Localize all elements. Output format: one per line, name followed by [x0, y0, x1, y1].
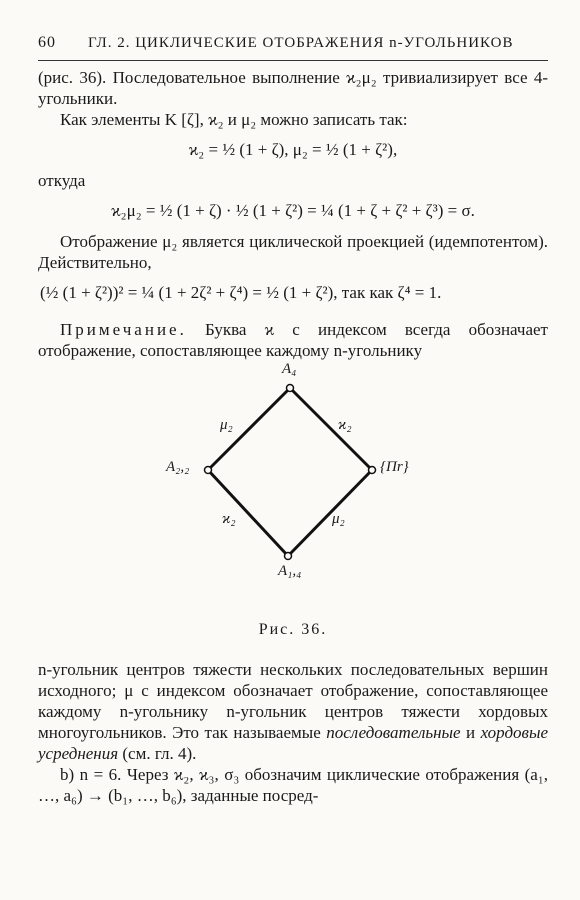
node-label-top: A₄ [282, 361, 297, 377]
node-label-left: A₂,₂ [166, 459, 190, 475]
figure-caption: Рис. 36. [258, 621, 328, 638]
paragraph-5-text-a: n-угольник центров тяжести нескольких последовательных вершин исходного; μ с индексом обозначает отображение, сопоставляющее каждому n-угольнику n-угольник центров тяжести хордовых многоугольников. Это так называемые [38, 660, 548, 742]
paragraph-2: Как элементы K [ζ], ϰ₂ и μ₂ можно записать так: [60, 110, 408, 129]
paragraph-5-text-c: (см. гл. 4). [118, 744, 197, 763]
node-label-right: {Пr} [380, 459, 409, 475]
paragraph-5 [38, 659, 548, 764]
node-label-bottom: A₁,₄ [278, 563, 302, 579]
formula-3: (½ (1 + ζ²))² = ¼ (1 + 2ζ² + ζ⁴) = ½ (1 + ζ²), так как ζ⁴ = 1. [40, 283, 442, 302]
note-text: Буква ϰ с индексом всегда обозначает отображение, сопоставляющее каждому n-угольнику [38, 320, 548, 360]
header-rule [38, 60, 548, 61]
paragraph-5-term-2: хордовые усреднения [38, 723, 548, 763]
edge-label-top-left: μ₂ [220, 417, 233, 433]
node-left [205, 467, 212, 474]
edge-bottom-right [288, 470, 372, 556]
formula-1: ϰ₂ = ½ (1 + ζ), μ₂ = ½ (1 + ζ²), [188, 140, 398, 159]
node-bottom [285, 553, 292, 560]
paragraph-5-text-b: и [460, 723, 481, 742]
edge-label-bottom-left: ϰ₂ [222, 511, 236, 527]
edge-top-right [290, 388, 372, 470]
paragraph-1: (рис. 36). Последовательное выполнение ϰ₂μ₂ тривиализирует все 4-угольники. [38, 68, 548, 108]
node-right [369, 467, 376, 474]
paragraph-4: Отображение μ₂ является циклической проекцией (идемпотентом). Действительно, [38, 232, 548, 272]
note-paragraph [38, 319, 548, 361]
paragraph-3: откуда [38, 171, 86, 190]
paragraph-6: b) n = 6. Через ϰ₂, ϰ₃, σ₃ обозначим циклические отображения (a₁, …, a₆) → (b₁, …, b₆), заданные посред- [38, 765, 548, 805]
page-number: 60 [38, 34, 56, 51]
page [38, 34, 548, 806]
note-heading: Примечание. [60, 320, 187, 339]
edge-label-top-right: ϰ₂ [338, 417, 352, 433]
paragraph-5-term-1: последовательные [326, 723, 461, 742]
chapter-title: ГЛ. 2. ЦИКЛИЧЕСКИЕ ОТОБРАЖЕНИЯ n-УГОЛЬНИКОВ [88, 35, 514, 51]
node-top [287, 385, 294, 392]
figure-36 [38, 361, 548, 619]
formula-2: ϰ₂μ₂ = ½ (1 + ζ) · ½ (1 + ζ²) = ¼ (1 + ζ + ζ² + ζ³) = σ. [111, 201, 475, 220]
edge-bottom-left [208, 470, 288, 556]
figure-diagram [38, 373, 548, 619]
running-header [38, 34, 548, 58]
edge-label-bottom-right: μ₂ [332, 511, 345, 527]
